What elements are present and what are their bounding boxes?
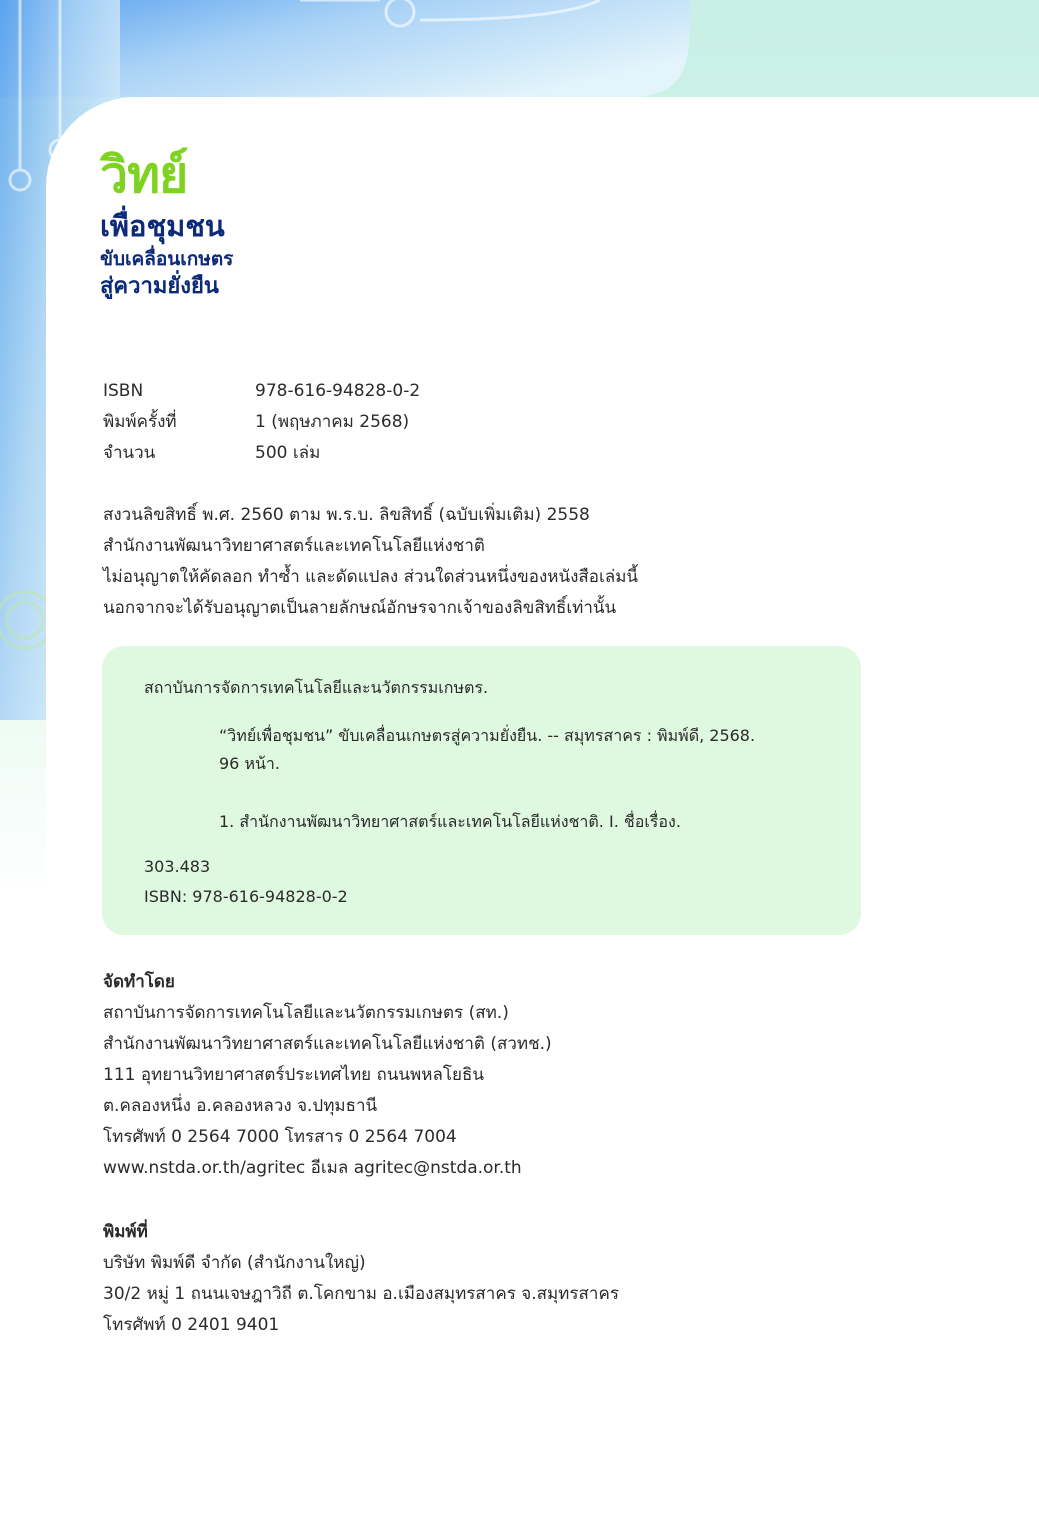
cip-isbn: ISBN: 978-616-94828-0-2: [144, 887, 348, 906]
copyright-line: สำนักงานพัฒนาวิทยาศาสตร์และเทคโนโลยีแห่งชาติ: [103, 536, 485, 556]
cip-title: “วิทย์เพื่อชุมชน” ขับเคลื่อนเกษตรสู่ความยั่งยืน. -- สมุทรสาคร : พิมพ์ดี, 2568.: [219, 726, 756, 745]
meta-value: 978-616-94828-0-2: [255, 381, 421, 401]
meta-row-quantity: [103, 438, 420, 469]
publication-meta: [103, 376, 420, 469]
producer-line: ต.คลองหนึ่ง อ.คลองหลวง จ.ปทุมธานี: [103, 1096, 378, 1116]
meta-key: จำนวน: [103, 443, 156, 463]
producer-line: www.nstda.or.th/agritec อีเมล agritec@nstda.or.th: [103, 1158, 522, 1178]
meta-key: พิมพ์ครั้งที่: [103, 412, 177, 432]
copyright-line: ไม่อนุญาตให้คัดลอก ทำซ้ำ และดัดแปลง ส่วนใดส่วนหนึ่งของหนังสือเล่มนี้: [103, 567, 639, 587]
printer-line: บริษัท พิมพ์ดี จำกัด (สำนักงานใหญ่): [103, 1253, 366, 1273]
title-line-2: ขับเคลื่อนเกษตร: [100, 248, 234, 270]
cip-classification: 303.483: [144, 857, 211, 876]
producer-heading: จัดทำโดย: [103, 972, 175, 992]
meta-value: 500 เล่ม: [255, 443, 321, 463]
meta-row-isbn: [103, 376, 420, 407]
copyright-line: นอกจากจะได้รับอนุญาตเป็นลายลักษณ์อักษรจากเจ้าของลิขสิทธิ์เท่านั้น: [103, 598, 617, 618]
cip-author: สถาบันการจัดการเทคโนโลยีและนวัตกรรมเกษตร.: [144, 678, 489, 697]
producer-line: 111 อุทยานวิทยาศาสตร์ประเทศไทย ถนนพหลโยธิน: [103, 1065, 484, 1085]
producer-line: โทรศัพท์ 0 2564 7000 โทรสาร 0 2564 7004: [103, 1127, 457, 1147]
cataloging-in-publication-box: [102, 646, 861, 935]
title-main: วิทย์: [100, 146, 188, 204]
printer-line: 30/2 หมู่ 1 ถนนเจษฎาวิถี ต.โคกขาม อ.เมืองสมุทรสาคร จ.สมุทรสาคร: [103, 1284, 619, 1304]
meta-value: 1 (พฤษภาคม 2568): [255, 412, 410, 432]
printer-line: โทรศัพท์ 0 2401 9401: [103, 1315, 280, 1335]
cip-subject: 1. สำนักงานพัฒนาวิทยาศาสตร์และเทคโนโลยีแห่งชาติ. I. ชื่อเรื่อง.: [219, 812, 681, 831]
printer-heading: พิมพ์ที่: [103, 1222, 148, 1242]
book-title: [100, 146, 233, 302]
cip-pages: 96 หน้า.: [219, 754, 280, 773]
meta-key: ISBN: [103, 381, 144, 401]
meta-row-edition: [103, 407, 420, 438]
producer-line: สำนักงานพัฒนาวิทยาศาสตร์และเทคโนโลยีแห่งชาติ (สวทช.): [103, 1034, 552, 1054]
title-line-3: สู่ความยั่งยืน: [100, 274, 219, 299]
copyright-notice: [103, 500, 943, 624]
printer-section: [103, 1217, 619, 1341]
producer-line: สถาบันการจัดการเทคโนโลยีและนวัตกรรมเกษตร (สท.): [103, 1003, 509, 1023]
copyright-line: สงวนลิขสิทธิ์ พ.ศ. 2560 ตาม พ.ร.บ. ลิขสิทธิ์ (ฉบับเพิ่มเติม) 2558: [103, 505, 590, 525]
title-line-1: เพื่อชุมชน: [100, 209, 225, 243]
producer-section: [103, 967, 552, 1184]
